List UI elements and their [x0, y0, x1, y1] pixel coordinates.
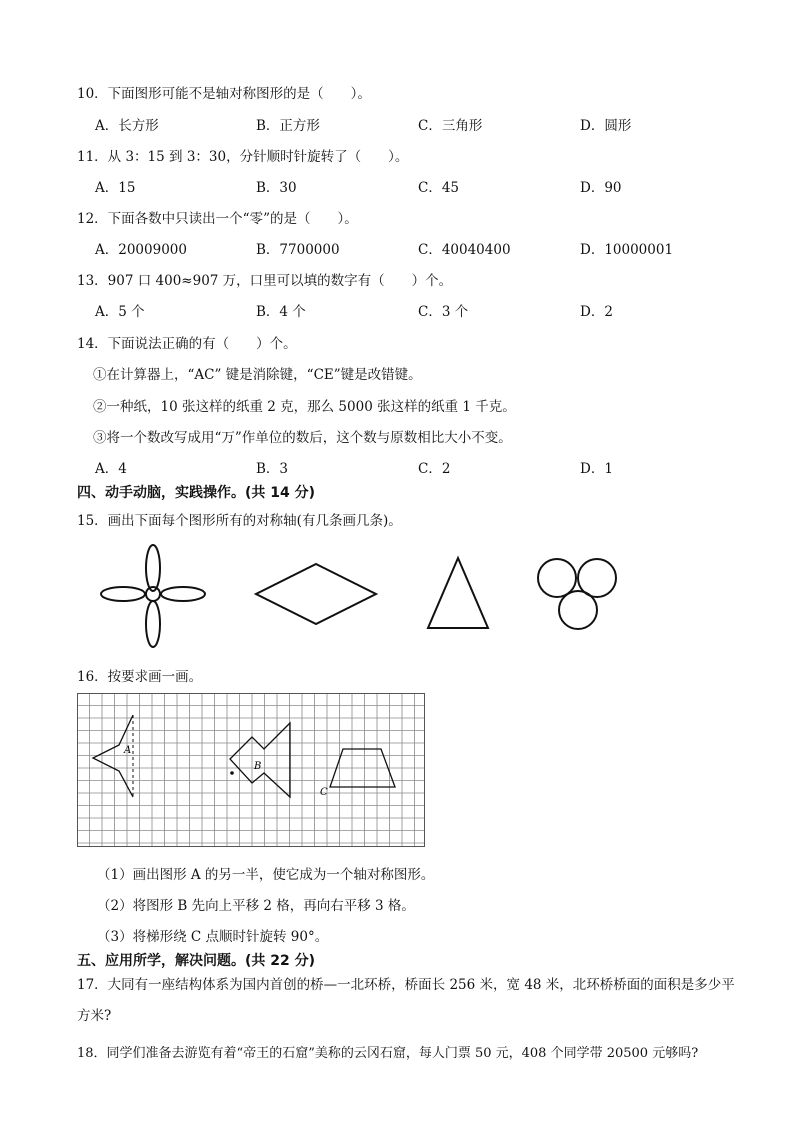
question-15-stem: 15．画出下面每个图形所有的对称轴(有几条画几条)。 — [77, 513, 402, 529]
label-b: B — [254, 761, 262, 772]
question-10-stem: 10．下面图形可能不是轴对称图形的是（ ）。 — [77, 86, 371, 102]
figure-b — [230, 723, 290, 797]
option-c[interactable]: C．2 — [418, 461, 451, 477]
question-12-options — [0, 238, 794, 258]
option-d[interactable]: D．1 — [580, 461, 613, 477]
question-16-stem: 16．按要求画一画。 — [77, 669, 203, 685]
option-b[interactable]: B．30 — [256, 180, 297, 196]
statement-1: ①在计算器上，“AC” 键是消除键，“CE”键是改错键。 — [93, 367, 422, 383]
section-5-title: 五、应用所学，解决问题。(共 22 分) — [77, 953, 316, 969]
option-c[interactable]: C．3 个 — [418, 304, 469, 320]
q15-figures — [0, 538, 794, 648]
question-11-options — [0, 176, 794, 196]
question-12-stem: 12．下面各数中只读出一个“零”的是（ ）。 — [77, 211, 358, 227]
option-a[interactable]: A．长方形 — [95, 118, 159, 134]
statement-3: ③将一个数改写成用“万”作单位的数后，这个数与原数相比大小不变。 — [93, 430, 512, 446]
option-c[interactable]: C．45 — [418, 180, 460, 196]
question-14-options — [0, 457, 794, 477]
triangle-figure — [428, 558, 488, 628]
q16-sub-2: （2）将图形 B 先向上平移 2 格，再向右平移 3 格。 — [97, 898, 415, 914]
q16-sub-1: （1）画出图形 A 的另一半，使它成为一个轴对称图形。 — [97, 867, 435, 883]
label-c: C — [320, 787, 328, 798]
option-a[interactable]: A．20009000 — [95, 242, 187, 258]
statement-2: ②一种纸，10 张这样的纸重 2 克，那么 5000 张这样的纸重 1 千克。 — [93, 399, 516, 415]
option-b[interactable]: B．3 — [256, 461, 289, 477]
option-a[interactable]: A．5 个 — [95, 304, 145, 320]
option-d[interactable]: D．2 — [580, 304, 613, 320]
q16-sub-3: （3）将梯形绕 C 点顺时针旋转 90°。 — [97, 929, 329, 945]
question-18-stem: 18．同学们准备去游览有着“帝王的石窟”美称的云冈石窟，每人门票 50 元，408 个同学带 20500 元够吗? — [77, 1046, 699, 1061]
three-circles-figure — [538, 559, 616, 629]
option-c[interactable]: C．40040400 — [418, 242, 511, 258]
option-c[interactable]: C．三角形 — [418, 118, 483, 134]
option-d[interactable]: D．90 — [580, 180, 622, 196]
option-d[interactable]: D．圆形 — [580, 118, 632, 134]
drawing-grid[interactable] — [77, 693, 427, 848]
option-b[interactable]: B．正方形 — [256, 118, 320, 134]
question-10-options — [0, 114, 794, 134]
section-4-title: 四、动手动脑，实践操作。(共 14 分) — [77, 485, 316, 501]
option-a[interactable]: A．15 — [95, 180, 136, 196]
question-13-options — [0, 300, 794, 320]
question-11-stem: 11．从 3：15 到 3：30，分针顺时针旋转了（ ）。 — [77, 149, 409, 165]
rhombus-figure — [256, 564, 376, 624]
flower-figure — [101, 545, 205, 647]
point-b — [230, 771, 234, 775]
question-17-stem: 17．大同有一座结构体系为国内首创的桥—一北环桥，桥面长 256 米，宽 48 米，北环桥桥面的面积是多少平方米? — [77, 977, 735, 1024]
option-a[interactable]: A．4 — [95, 461, 127, 477]
option-b[interactable]: B．4 个 — [256, 304, 306, 320]
question-14-stem: 14．下面说法正确的有（ ）个。 — [77, 336, 297, 352]
option-d[interactable]: D．10000001 — [580, 242, 674, 258]
label-a: A — [124, 745, 132, 756]
option-b[interactable]: B．7700000 — [256, 242, 340, 258]
question-13-stem: 13．907 口 400≈907 万，口里可以填的数字有（ ）个。 — [77, 273, 453, 289]
